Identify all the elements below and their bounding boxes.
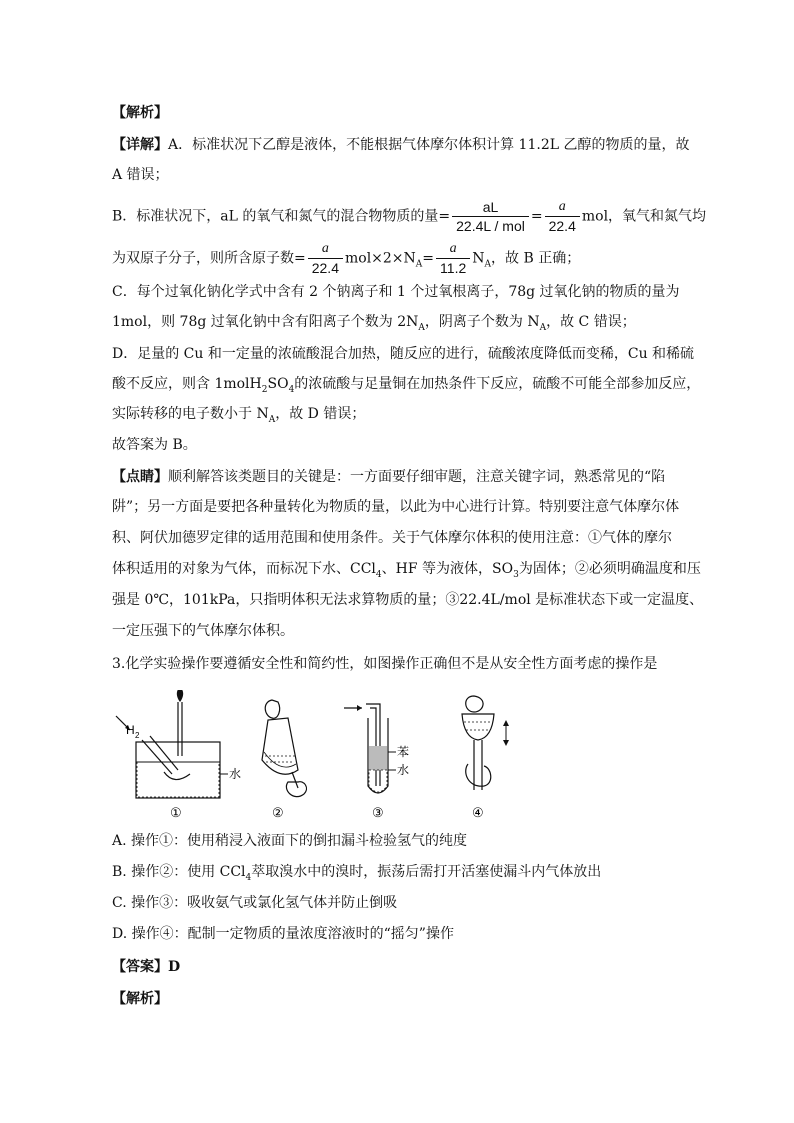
text-run: 1mol，则 78g 过氧化钠中含有阳离子个数为 2N xyxy=(112,314,419,330)
subscript: 4 xyxy=(375,569,382,580)
option-b-line-1 xyxy=(112,198,706,235)
answer-line: 【答案】D xyxy=(112,959,181,975)
text-run: mol，氧气和氮气均 xyxy=(581,208,707,225)
h2-subscript: 2 xyxy=(135,731,140,740)
tip-tag: 【点睛】 xyxy=(112,469,168,485)
figure-number-3: ③ xyxy=(372,805,384,820)
figure-number-4: ④ xyxy=(472,805,484,820)
option-b-line-2 xyxy=(112,240,580,277)
option-c-line-2 xyxy=(112,313,636,337)
text-run: ，故 B 正确； xyxy=(491,250,581,267)
subscript: A xyxy=(484,259,491,270)
tip-text: 顺利解答该类题目的关键是：一方面要仔细审题，注意关键字词，熟悉常见的“陷 xyxy=(168,469,666,485)
apparatus-4 xyxy=(462,696,509,820)
water-label-1: 水 xyxy=(229,767,242,781)
water-label-3: 水 xyxy=(397,763,410,777)
text-run: 实际转移的电子数小于 N xyxy=(112,406,269,422)
tip-line-2: 阱”；另一方面是要把各种量转化为物质的量，以此为中心进行计算。特别要注意气体摩尔体 xyxy=(112,499,680,515)
subscript: A xyxy=(418,322,425,333)
option-c: C. 操作③：吸收氨气或氯化氢气体并防止倒吸 xyxy=(112,895,398,911)
text-run: ，故 D 错误； xyxy=(275,406,366,422)
text-run: mol×2×N xyxy=(344,250,416,267)
text-run: 萃取溴水中的溴时，振荡后需打开活塞使漏斗内气体放出 xyxy=(251,864,602,880)
fraction xyxy=(436,240,470,277)
figure-number-2: ② xyxy=(272,805,284,820)
option-d-line-2 xyxy=(112,375,700,399)
tip-line-5: 强是 0℃，101kPa，只指明体积无法求算物质的量；③22.4L/mol 是标准状态下或一定温度、 xyxy=(112,592,704,608)
tip-line-1 xyxy=(112,468,665,486)
apparatus-2 xyxy=(262,700,306,820)
subscript: 2 xyxy=(261,384,268,395)
fraction-den: 22.4 xyxy=(548,218,576,234)
fraction-num: a xyxy=(308,240,343,259)
benzene-label: 苯 xyxy=(397,745,410,759)
option-b xyxy=(112,863,601,887)
apparatus-3 xyxy=(344,704,409,820)
option-d-line-1: D．足量的 Cu 和一定量的浓硫酸混合加热，随反应的进行，硫酸浓度降低而变稀，Cu 和稀硫 xyxy=(112,346,695,362)
fraction-den: 22.4 xyxy=(311,260,339,276)
text-run: 为双原子分子，则所含原子数= xyxy=(112,250,306,267)
text-run: = xyxy=(530,208,543,225)
fraction xyxy=(452,198,529,235)
detail-line-2: A 错误； xyxy=(112,167,169,183)
fraction-num: aL xyxy=(452,198,529,217)
tip-line-6: 一定压强下的气体摩尔体积。 xyxy=(112,623,294,639)
fraction xyxy=(308,240,343,277)
text-run: 的浓硫酸与足量铜在加热条件下反应，硫酸不可能全部参加反应， xyxy=(294,376,701,392)
text-run: 、HF 等为液体，SO xyxy=(381,561,514,577)
text-run: ，故 C 错误； xyxy=(546,314,636,330)
subscript: A xyxy=(415,259,423,270)
tip-line-4 xyxy=(112,560,701,584)
detail-tag: 【详解】 xyxy=(112,137,168,153)
subscript: A xyxy=(539,322,547,333)
tip-line-3: 积、阿伏加德罗定律的适用范围和使用条件。关于气体摩尔体积的使用注意：①气体的摩尔 xyxy=(112,530,672,546)
text-run: ，阴离子个数为 N xyxy=(424,314,540,330)
fraction-den: 11.2 xyxy=(440,260,467,276)
apparatus-1 xyxy=(116,690,241,820)
option-d: D. 操作④：配制一定物质的量浓度溶液时的“摇匀”操作 xyxy=(112,926,454,942)
text-run: 体积适用的对象为气体，而标况下水、CCl xyxy=(112,561,376,577)
question-3: 3.化学实验操作要遵循安全性和简约性，如图操作正确但不是从安全性方面考虑的操作是 xyxy=(112,656,658,672)
experiment-figure xyxy=(112,690,542,820)
analysis-heading: 【解析】 xyxy=(112,105,168,121)
text-run: B．标准状况下，aL 的氧气和氮气的混合物物质的量= xyxy=(112,208,451,225)
text-run: B. 操作②：使用 CCl xyxy=(112,864,246,880)
subscript: A xyxy=(268,414,276,425)
option-c-line-1: C．每个过氧化钠化学式中含有 2 个钠离子和 1 个过氧根离子，78g 过氧化钠的物质的量为 xyxy=(112,284,680,300)
subscript: 4 xyxy=(288,384,295,395)
detail-text: A．标准状况下乙醇是液体，不能根据气体摩尔体积计算 11.2L 乙醇的物质的量，故 xyxy=(168,137,690,153)
option-a: A. 操作①：使用稍浸入液面下的倒扣漏斗检验氢气的纯度 xyxy=(112,833,468,849)
fraction-num: a xyxy=(545,198,580,217)
text-run: SO xyxy=(267,376,289,392)
subscript: 3 xyxy=(513,569,519,580)
answer-conclusion: 故答案为 B。 xyxy=(112,437,197,453)
h2-label: H xyxy=(126,723,135,737)
option-d-line-3 xyxy=(112,405,365,429)
text-run: 为固体；②必须明确温度和压 xyxy=(518,561,701,577)
text-run: 酸不反应，则含 1molH xyxy=(112,376,262,392)
text-run: N xyxy=(472,250,485,267)
fraction-den: 22.4L / mol xyxy=(456,218,525,234)
text-run: = xyxy=(422,250,435,267)
figure-number-1: ① xyxy=(170,805,182,820)
subscript: 4 xyxy=(245,872,252,883)
fraction xyxy=(545,198,580,235)
detail-line-1 xyxy=(112,136,689,154)
analysis-heading-2: 【解析】 xyxy=(112,991,168,1007)
fraction-num: a xyxy=(436,240,470,259)
